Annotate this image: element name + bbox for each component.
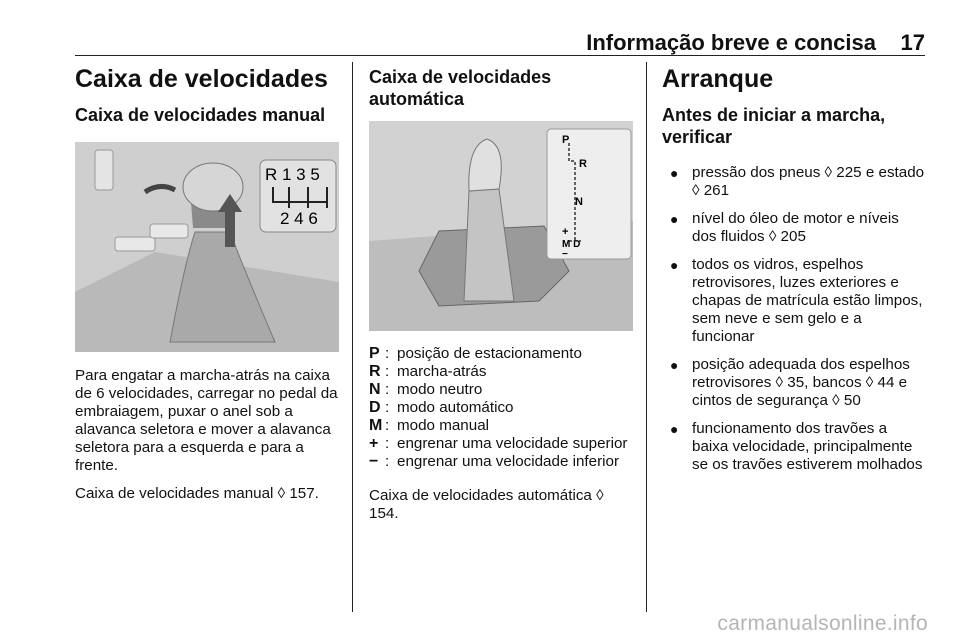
definition-row [369, 345, 635, 363]
definition-text: posição de estacionamento [397, 345, 582, 362]
definition-colon: : [385, 363, 390, 380]
list-item [662, 210, 927, 246]
definition-colon: : [385, 453, 390, 470]
list-item-text: pressão dos pneus ◊ 225 e estado ◊ 261 [692, 164, 925, 199]
page-number: 17 [900, 30, 925, 55]
subsection-heading: Caixa de velocidades automática [369, 67, 552, 109]
cross-reference: Caixa de velocidades manual ◊ 157. [75, 485, 319, 502]
selector-label-r: R [579, 158, 587, 170]
checklist [662, 164, 927, 474]
watermark: carmanualsonline.info [717, 612, 928, 635]
definition-text: marcha-atrás [397, 363, 487, 380]
automatic-selector-illustration [369, 121, 633, 331]
definition-row [369, 417, 635, 435]
section-heading: Arranque [662, 65, 774, 93]
definition-key: + [369, 435, 379, 452]
column-starting [662, 62, 927, 484]
definition-key: P [369, 345, 380, 362]
list-item-text: funcionamento dos travões a baixa velocidade, principalmente se os travões estiverem molhados [692, 420, 923, 473]
list-item [662, 356, 927, 410]
selector-label-md: M D [562, 239, 581, 250]
bullet-icon: ● [670, 165, 679, 181]
definition-colon: : [385, 435, 390, 452]
bullet-icon: ● [670, 357, 679, 373]
bullet-icon: ● [670, 257, 679, 273]
definition-text: modo manual [397, 417, 490, 434]
header-title: Informação breve e concisa [586, 30, 876, 55]
cross-reference: Caixa de velocidades automática ◊ 154. [369, 487, 604, 522]
definition-row [369, 399, 635, 417]
list-item [662, 256, 927, 346]
gear-pattern-top: R 1 3 5 [265, 165, 320, 184]
definition-key: M [369, 417, 383, 434]
section-heading: Caixa de velocidades [75, 65, 328, 93]
column-divider [352, 62, 353, 612]
list-item-text: posição adequada dos espelhos retrovisores ◊ 35, bancos ◊ 44 e cintos de segurança ◊ 50 [692, 356, 910, 409]
manual-gear-lever-drawing [75, 142, 339, 352]
definition-colon: : [385, 417, 390, 434]
gear-pattern-bottom: 2 4 6 [280, 209, 318, 228]
definition-text: modo neutro [397, 381, 483, 398]
subsection-heading: Caixa de velocidades manual [75, 105, 326, 125]
definition-text: modo automático [397, 399, 514, 416]
list-item [662, 164, 927, 200]
automatic-selector-drawing [369, 121, 633, 331]
definition-text: engrenar uma velocidade inferior [397, 453, 620, 470]
list-item-text: todos os vidros, espelhos retrovisores, luzes exteriores e chapas de matrícula estão limpos, sem neve e sem gelo e a funcionar [692, 256, 923, 345]
column-divider [646, 62, 647, 612]
column-automatic-gearbox [369, 62, 635, 523]
definition-key: D [369, 399, 381, 416]
subsection-heading: Antes de iniciar a marcha, verificar [662, 105, 886, 147]
selector-label-p: P [562, 134, 570, 146]
definition-row [369, 435, 635, 453]
selector-label-plus: + [562, 226, 569, 238]
definition-colon: : [385, 381, 390, 398]
column-manual-gearbox [75, 62, 340, 503]
selector-label-n: N [575, 196, 583, 208]
selector-label-minus: − [562, 249, 568, 260]
list-item-text: nível do óleo de motor e níveis dos fluidos ◊ 205 [692, 210, 899, 245]
header-rule [75, 55, 925, 56]
list-item [662, 420, 927, 474]
definition-row [369, 453, 635, 471]
definition-colon: : [385, 399, 390, 416]
gear-position-definitions [369, 345, 635, 471]
manual-gear-lever-illustration [75, 142, 339, 352]
definition-key: R [369, 363, 381, 380]
definition-key: − [369, 453, 379, 470]
definition-row [369, 381, 635, 399]
bullet-icon: ● [670, 421, 679, 437]
definition-colon: : [385, 345, 390, 362]
definition-key: N [369, 381, 381, 398]
bullet-icon: ● [670, 211, 679, 227]
paragraph: Para engatar a marcha-atrás na caixa de 6 velocidades, carregar no pedal da embraiagem, puxar o anel sob a alavanca seletora e mover a alavanca seletora para a esquerda e para a frente. [75, 367, 338, 474]
definition-text: engrenar uma velocidade superior [397, 435, 628, 452]
definition-row [369, 363, 635, 381]
